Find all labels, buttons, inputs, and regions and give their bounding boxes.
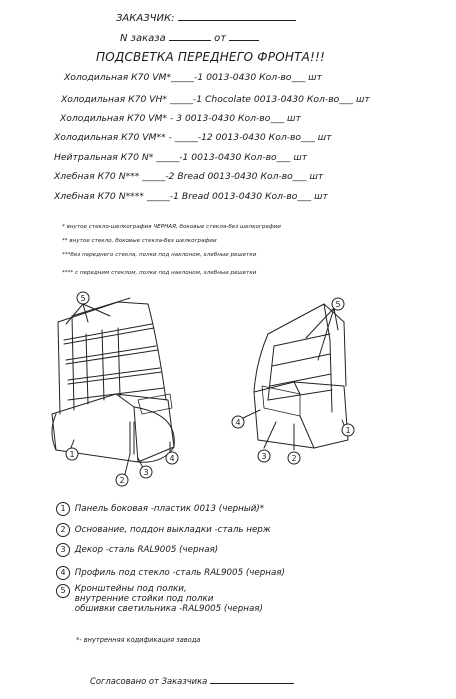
display-case-drawings bbox=[38, 282, 378, 492]
right-callout-5 bbox=[332, 298, 344, 310]
legend-text: Панель боковая -пластик 0013 (черный)* bbox=[74, 504, 265, 514]
svg-text:5: 5 bbox=[80, 294, 86, 303]
note-line: ***без переднего стекла, полки под наклоном, хлебные решетки bbox=[62, 252, 257, 258]
approval-field bbox=[90, 673, 294, 686]
svg-text:4: 4 bbox=[169, 454, 175, 463]
legend-text-line: обшивки светильника -RAL9005 (черная) bbox=[74, 604, 263, 614]
customer-field bbox=[116, 10, 296, 24]
customer-label: ЗАКАЗЧИК: bbox=[116, 13, 175, 24]
svg-text:4: 4 bbox=[235, 418, 241, 427]
item-line: Хлебная К70 N**** _____-1 Bread 0013-0430 Кол-во___ шт bbox=[54, 191, 328, 202]
svg-text:5: 5 bbox=[335, 300, 341, 309]
left-callout-5 bbox=[77, 292, 89, 304]
approval-signature-line bbox=[210, 673, 294, 684]
legend-number: 1 bbox=[56, 502, 70, 516]
right-callout-1 bbox=[342, 424, 354, 436]
svg-text:2: 2 bbox=[119, 476, 125, 485]
order-date-blank bbox=[229, 30, 259, 41]
order-number-label: N заказа bbox=[120, 33, 166, 44]
item-line: Нейтральная К70 N* _____-1 0013-0430 Кол-во___ шт bbox=[54, 152, 308, 163]
note-line: ** внутое стекло, боковые стекла-без шелкографии bbox=[62, 238, 217, 244]
svg-text:3: 3 bbox=[261, 452, 267, 461]
order-number-blank bbox=[169, 30, 211, 41]
note-line: * внутое стекло-шелкография ЧЕРНАЯ, боковые стекла-без шелкографии bbox=[62, 224, 281, 230]
approval-label: Согласовано от Заказчика bbox=[90, 676, 208, 686]
svg-text:3: 3 bbox=[143, 468, 149, 477]
item-line: Холодильная К70 VM*_____-1 0013-0430 Кол-во___ шт bbox=[64, 72, 322, 83]
order-date-label: от bbox=[214, 33, 227, 44]
legend-text: Основание, поддон выкладки -сталь нерж bbox=[74, 525, 271, 535]
legend-item bbox=[56, 584, 263, 614]
page-title: ПОДСВЕТКА ПЕРЕДНЕГО ФРОНТА!!! bbox=[96, 50, 326, 64]
legend-item bbox=[56, 502, 264, 516]
legend-text: Декор -сталь RAL9005 (черная) bbox=[74, 545, 219, 555]
order-field bbox=[120, 30, 259, 44]
customer-blank-line bbox=[178, 10, 296, 21]
right-callout-3 bbox=[258, 450, 270, 462]
legend-text: Профиль под стекло -сталь RAL9005 (черная) bbox=[74, 568, 285, 578]
footnote: *- внутренняя кодификация завода bbox=[76, 636, 201, 644]
right-callout-2 bbox=[288, 452, 300, 464]
left-callouts bbox=[66, 292, 178, 486]
item-line: Холодильная К70 VM** - _____-12 0013-0430 Кол-во___ шт bbox=[54, 132, 332, 143]
legend-text-line: Кронштейны под полки, bbox=[74, 584, 187, 594]
note-line: **** с передним стеклом, полки под наклоном, хлебные решетки bbox=[62, 270, 257, 276]
legend-item bbox=[56, 523, 271, 537]
svg-text:1: 1 bbox=[345, 426, 351, 435]
item-line: Хлебная К70 N*** _____-2 Bread 0013-0430 Кол-во___ шт bbox=[54, 171, 324, 182]
left-callout-4 bbox=[166, 452, 178, 464]
item-line: Холодильная К70 VH* _____-1 Chocolate 0013-0430 Кол-во___ шт bbox=[61, 94, 370, 105]
right-display-case-drawing bbox=[243, 304, 351, 450]
svg-text:2: 2 bbox=[291, 454, 297, 463]
left-callout-1 bbox=[66, 448, 78, 460]
legend-number: 3 bbox=[56, 543, 70, 557]
legend-number: 5 bbox=[56, 584, 70, 598]
right-callout-4 bbox=[232, 416, 244, 428]
legend-item bbox=[56, 566, 285, 580]
legend-text-line: внутренние стойки под полки bbox=[74, 594, 214, 604]
left-callout-2 bbox=[116, 474, 128, 486]
svg-text:1: 1 bbox=[69, 450, 75, 459]
legend-number: 4 bbox=[56, 566, 70, 580]
item-line: Холодильная К70 VM* - 3 0013-0430 Кол-во___ шт bbox=[60, 113, 301, 124]
left-callout-3 bbox=[140, 466, 152, 478]
legend-item bbox=[56, 543, 218, 557]
legend-number: 2 bbox=[56, 523, 70, 537]
